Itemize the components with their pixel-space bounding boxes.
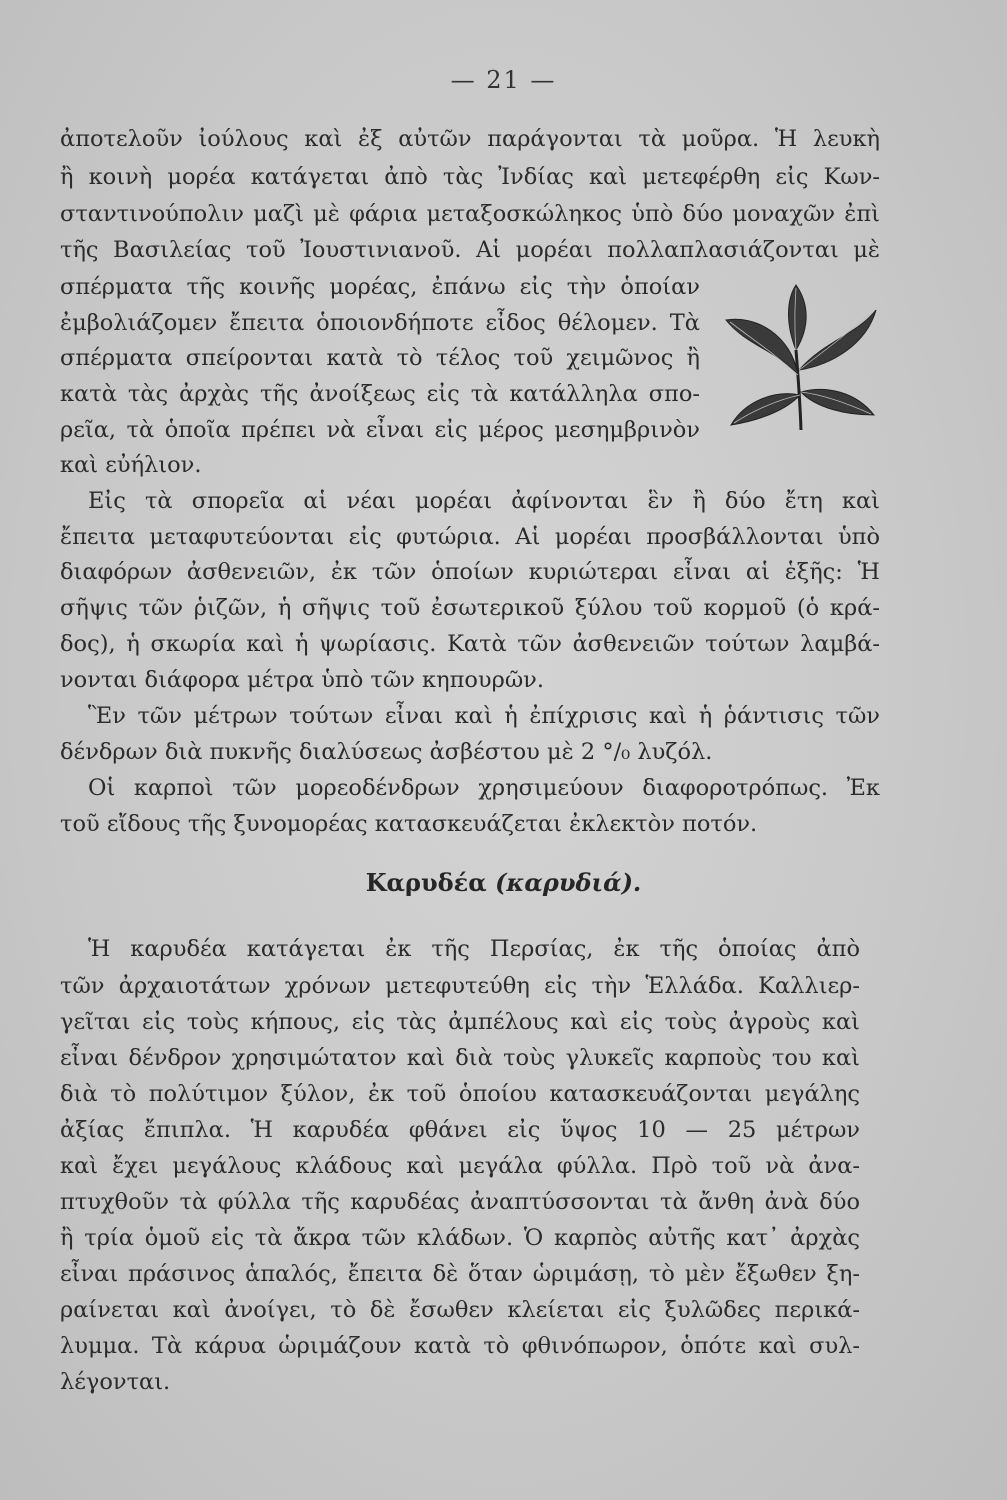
page-number: — 21 — <box>450 66 557 94</box>
text-line: πτυχθοῦν τὰ φύλλα τῆς καρυδέας ἀναπτύσσονται τὰ ἄνθη ἀνὰ δύο <box>60 1189 860 1215</box>
text-line: τῶν ἀρχαιοτάτων χρόνων μετεφυτεύθη εἰς τὴν Ἑλλάδα. Καλλιερ- <box>60 973 860 999</box>
text-line: Ἓν τῶν μέτρων τούτων εἶναι καὶ ἡ ἐπίχρισις καὶ ἡ ῥάντισις τῶν <box>88 703 880 729</box>
heading-subtitle: (καρυδιά). <box>495 868 642 897</box>
text-line: ἐμβολιάζομεν ἔπειτα ὁποιονδήποτε εἶδος θέλομεν. Τὰ <box>60 310 700 336</box>
text-line: κατὰ τὰς ἀρχὰς τῆς ἀνοίξεως εἰς τὰ κατάλληλα σπο- <box>60 381 700 407</box>
text-line: εἶναι πράσινος ἁπαλός, ἔπειτα δὲ ὅταν ὡριμάσῃ, τὸ μὲν ἔξωθεν ξη- <box>60 1261 860 1287</box>
text-line: ἀποτελοῦν ἰούλους καὶ ἐξ αὐτῶν παράγονται τὰ μοῦρα. Ἡ λευκὴ <box>60 126 880 152</box>
text-line: σπέρματα σπείρονται κατὰ τὸ τέλος τοῦ χειμῶνος ἢ <box>60 345 700 371</box>
text-line: ἢ κοινὴ μορέα κατάγεται ἀπὸ τὰς Ἰνδίας καὶ μετεφέρθη εἰς Κων- <box>60 164 880 190</box>
text-line: τῆς Βασιλείας τοῦ Ἰουστινιανοῦ. Αἱ μορέαι πολλαπλασιάζονται μὲ <box>60 237 880 263</box>
heading-title: Καρυδέα <box>365 868 487 897</box>
text-line: δένδρων διὰ πυκνῆς διαλύσεως ἀσβέστου μὲ 2 °/₀ λυζόλ. <box>60 739 713 765</box>
text-line: ρεῖα, τὰ ὁποῖα πρέπει νὰ εἶναι εἰς μέρος μεσημβρινὸν <box>60 417 700 443</box>
text-line: διὰ τὸ πολύτιμον ξύλον, ἐκ τοῦ ὁποίου κατασκευάζονται μεγάλης <box>60 1081 860 1107</box>
text-line: σπέρματα τῆς κοινῆς μορέας, ἐπάνω εἰς τὴν ὁποίαν <box>60 274 700 300</box>
text-line: τοῦ εἴδους τῆς ξυνομορέας κατασκευάζεται ἐκλεκτὸν ποτόν. <box>60 811 758 837</box>
text-line: διαφόρων ἀσθενειῶν, ἐκ τῶν ὁποίων κυριώτεραι εἶναι αἱ ἑξῆς: Ἡ <box>60 559 880 585</box>
text-line: Οἱ καρποὶ τῶν μορεοδένδρων χρησιμεύουν διαφοροτρόπως. Ἐκ <box>88 775 880 801</box>
section-heading <box>0 868 1007 897</box>
text-line: γεῖται εἰς τοὺς κήπους, εἰς τὰς ἀμπέλους καὶ εἰς τοὺς ἀγροὺς καὶ <box>60 1009 860 1035</box>
text-line: δος), ἡ σκωρία καὶ ἡ ψωρίασις. Κατὰ τῶν ἀσθενειῶν τούτων λαμβά- <box>60 631 880 657</box>
text-line: λυμμα. Τὰ κάρυα ὡριμάζουν κατὰ τὸ φθινόπωρον, ὁπότε καὶ συλ- <box>60 1333 860 1359</box>
text-line: καὶ εὐήλιον. <box>60 452 202 478</box>
text-line: σῆψις τῶν ῥιζῶν, ἡ σῆψις τοῦ ἐσωτερικοῦ ξύλου τοῦ κορμοῦ (ὁ κρά- <box>60 595 880 621</box>
text-line: νονται διάφορα μέτρα ὑπὸ τῶν κηπουρῶν. <box>60 667 545 693</box>
text-line: ἢ τρία ὁμοῦ εἰς τὰ ἄκρα τῶν κλάδων. Ὁ καρπὸς αὐτῆς κατ᾽ ἀρχὰς <box>60 1225 860 1251</box>
mulberry-leaf-illustration <box>716 280 886 440</box>
text-line: ἔπειτα μεταφυτεύονται εἰς φυτώρια. Αἱ μορέαι προσβάλλονται ὑπὸ <box>60 524 880 550</box>
text-line: ραίνεται καὶ ἀνοίγει, τὸ δὲ ἔσωθεν κλείεται εἰς ξυλῶδες περικά- <box>60 1297 860 1323</box>
text-line: εἶναι δένδρον χρησιμώτατον καὶ διὰ τοὺς γλυκεῖς καρποὺς του καὶ <box>60 1045 860 1071</box>
text-line: Εἰς τὰ σπορεῖα αἱ νέαι μορέαι ἀφίνονται ἓν ἢ δύο ἔτη καὶ <box>88 488 880 514</box>
text-line: καὶ ἔχει μεγάλους κλάδους καὶ μεγάλα φύλλα. Πρὸ τοῦ νὰ ἀνα- <box>60 1153 860 1179</box>
text-line: σταντινούπολιν μαζὶ μὲ φάρια μεταξοσκώληκος ὑπὸ δύο μοναχῶν ἐπὶ <box>60 201 880 227</box>
text-line: ἀξίας ἔπιπλα. Ἡ καρυδέα φθάνει εἰς ὕψος 10 — 25 μέτρων <box>60 1117 860 1143</box>
text-line: Ἡ καρυδέα κατάγεται ἐκ τῆς Περσίας, ἐκ τῆς ὁποίας ἀπὸ <box>88 936 860 962</box>
text-line: λέγονται. <box>60 1369 171 1395</box>
